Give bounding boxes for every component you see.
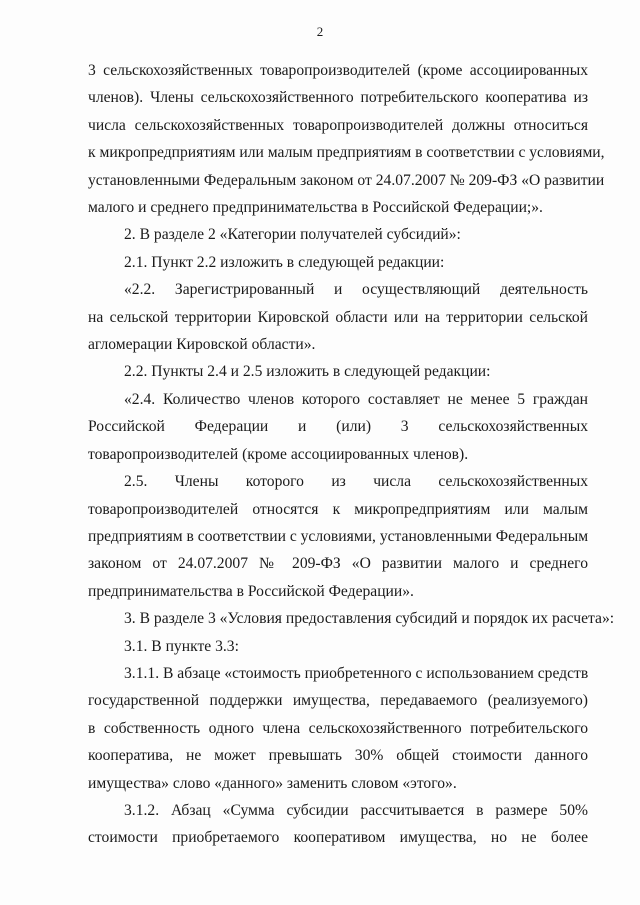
text-line: кооператива, не может превышать 30% общей стоимости данного [88, 747, 588, 765]
paragraph [88, 660, 588, 797]
text-line: членов). Члены сельскохозяйственного потребительского кооператива из [88, 89, 588, 107]
text-line: 3.1. В пункте 3.3: [124, 637, 239, 655]
text-line: Российской Федерации и (или) 3 сельскохозяйственных [88, 418, 588, 436]
text-line: малого и среднего предпринимательства в Российской Федерации;». [88, 199, 543, 217]
paragraph [88, 468, 588, 605]
text-line: 3.1.2. Абзац «Сумма субсидии рассчитывается в размере 50% [124, 801, 588, 819]
text-line: в собственность одного члена сельскохозяйственного потребительского [88, 719, 588, 737]
text-line: «2.2. Зарегистрированный и осуществляющий деятельность [124, 281, 588, 299]
paragraph [88, 633, 588, 660]
text-line: «2.4. Количество членов которого составляет не менее 5 граждан [124, 390, 588, 408]
paragraph [88, 605, 615, 632]
paragraph [88, 358, 588, 385]
text-line: предпринимательства в Российской Федерации». [88, 582, 414, 600]
paragraph [88, 276, 588, 358]
text-line: 3.1.1. В абзаце «стоимость приобретенного с использованием средств [124, 664, 589, 682]
text-line: товаропроизводителей (кроме ассоциированных членов). [88, 445, 469, 463]
paragraph [88, 221, 588, 248]
text-line: числа сельскохозяйственных товаропроизводителей должны относиться [88, 116, 588, 134]
text-line: к микропредприятиям или малым предприятиям в соответствии с условиями, [88, 144, 605, 162]
text-line: 2.1. Пункт 2.2 изложить в следующей редакции: [124, 253, 445, 271]
paragraph [88, 797, 588, 852]
text-line: 2.2. Пункты 2.4 и 2.5 изложить в следующей редакции: [124, 363, 491, 381]
text-line: предприятиям в соответствии с условиями, установленными Федеральным [88, 527, 589, 545]
text-line: стоимости приобретаемого кооперативом имущества, но не более [88, 829, 588, 847]
text-line: установленными Федеральным законом от 24.07.2007 № 209-ФЗ «О развитии [88, 171, 605, 189]
text-line: 3. В разделе 3 «Условия предоставления субсидий и порядок их расчета»: [124, 610, 615, 628]
text-line: 2.5. Члены которого из числа сельскохозяйственных [124, 473, 588, 491]
text-line: агломерации Кировской области». [88, 336, 316, 354]
text-line: 3 сельскохозяйственных товаропроизводителей (кроме ассоциированных [88, 62, 588, 79]
text-line: законом от 24.07.2007 № 209-ФЗ «О развитии малого и среднего [88, 555, 588, 573]
paragraph [88, 249, 588, 276]
text-line: государственной поддержки имущества, передаваемого (реализуемого) [88, 692, 588, 710]
page-number: 2 [316, 24, 324, 39]
paragraph [88, 57, 605, 221]
text-line: на сельской территории Кировской области или на территории сельской [88, 308, 588, 326]
document-body [88, 57, 615, 852]
text-line: 2. В разделе 2 «Категории получателей субсидий»: [124, 226, 461, 244]
paragraph [88, 386, 588, 468]
text-line: товаропроизводителей относятся к микропредприятиям или малым [88, 500, 588, 518]
text-line: имущества» слово «данного» заменить словом «этого». [88, 774, 457, 792]
